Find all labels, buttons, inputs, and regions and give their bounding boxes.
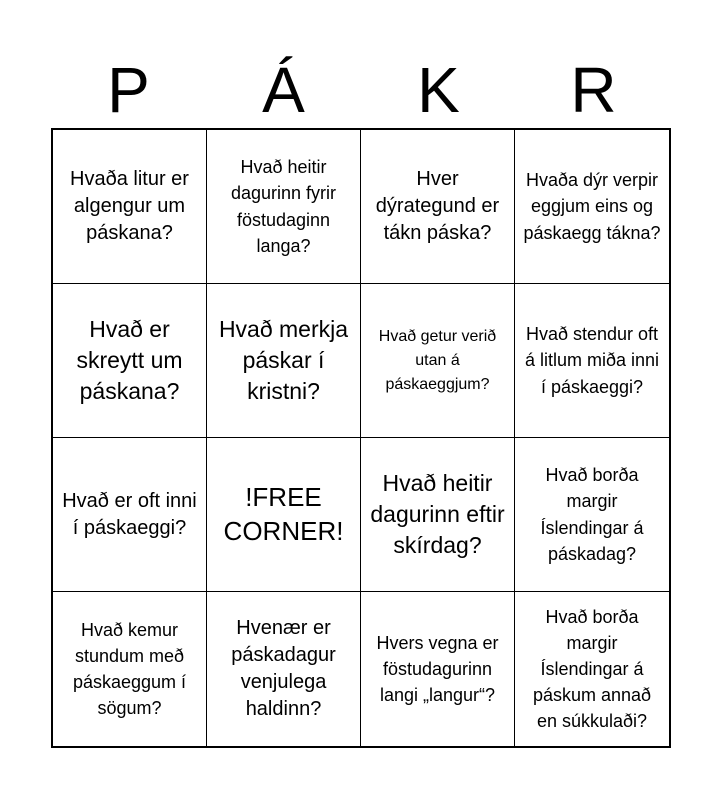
bingo-cell-r1c3[interactable]: Hver dýrategund er tákn páska?	[361, 130, 515, 284]
bingo-cell-r4c4[interactable]: Hvað borða margir Íslendingar á páskum annað en súkkulaði?	[532, 606, 652, 732]
bingo-cell-r1c1[interactable]: Hvaða litur er algengur um páskana?	[53, 130, 207, 284]
bingo-cell-r2c2[interactable]: Hvað merkja páskar í kristni?	[207, 284, 361, 438]
bingo-cell-r2c3[interactable]: Hvað getur verið utan á páskaeggjum?	[361, 284, 515, 438]
bingo-cell-r3c1[interactable]: Hvað er oft inni í páskaeggi?	[53, 438, 207, 592]
bingo-cell-r4c3[interactable]: Hvers vegna er föstudagurinn langi „langur“?	[361, 592, 515, 746]
bingo-cell-r1c2[interactable]: Hvað heitir dagurinn fyrir föstudaginn langa?	[207, 130, 361, 284]
bingo-grid	[51, 128, 671, 748]
header-letter-a: Á	[262, 54, 305, 126]
header-letter-r: R	[570, 54, 617, 126]
bingo-cell-r3c4[interactable]: Hvað borða margir Íslendingar á páskadag?	[515, 438, 669, 592]
bingo-cell-r2c1[interactable]: Hvað er skreytt um páskana?	[53, 284, 207, 438]
bingo-cell-r4c2[interactable]: Hvenær er páskadagur venjulega haldinn?	[207, 592, 361, 746]
bingo-cell-r4c1[interactable]: Hvað kemur stundum með páskaeggum í sögum?	[53, 592, 207, 746]
bingo-header	[51, 52, 671, 128]
header-letter-k: K	[417, 54, 460, 126]
header-letter-p: P	[107, 54, 150, 126]
free-corner-cell[interactable]: !FREE CORNER!	[207, 438, 361, 592]
bingo-cell-r3c3[interactable]: Hvað heitir dagurinn eftir skírdag?	[361, 438, 515, 592]
bingo-cell-r2c4[interactable]: Hvað stendur oft á litlum miða inni í páskaeggi?	[515, 284, 669, 438]
bingo-cell-r1c4[interactable]: Hvaða dýr verpir eggjum eins og páskaegg tákna?	[515, 130, 669, 284]
